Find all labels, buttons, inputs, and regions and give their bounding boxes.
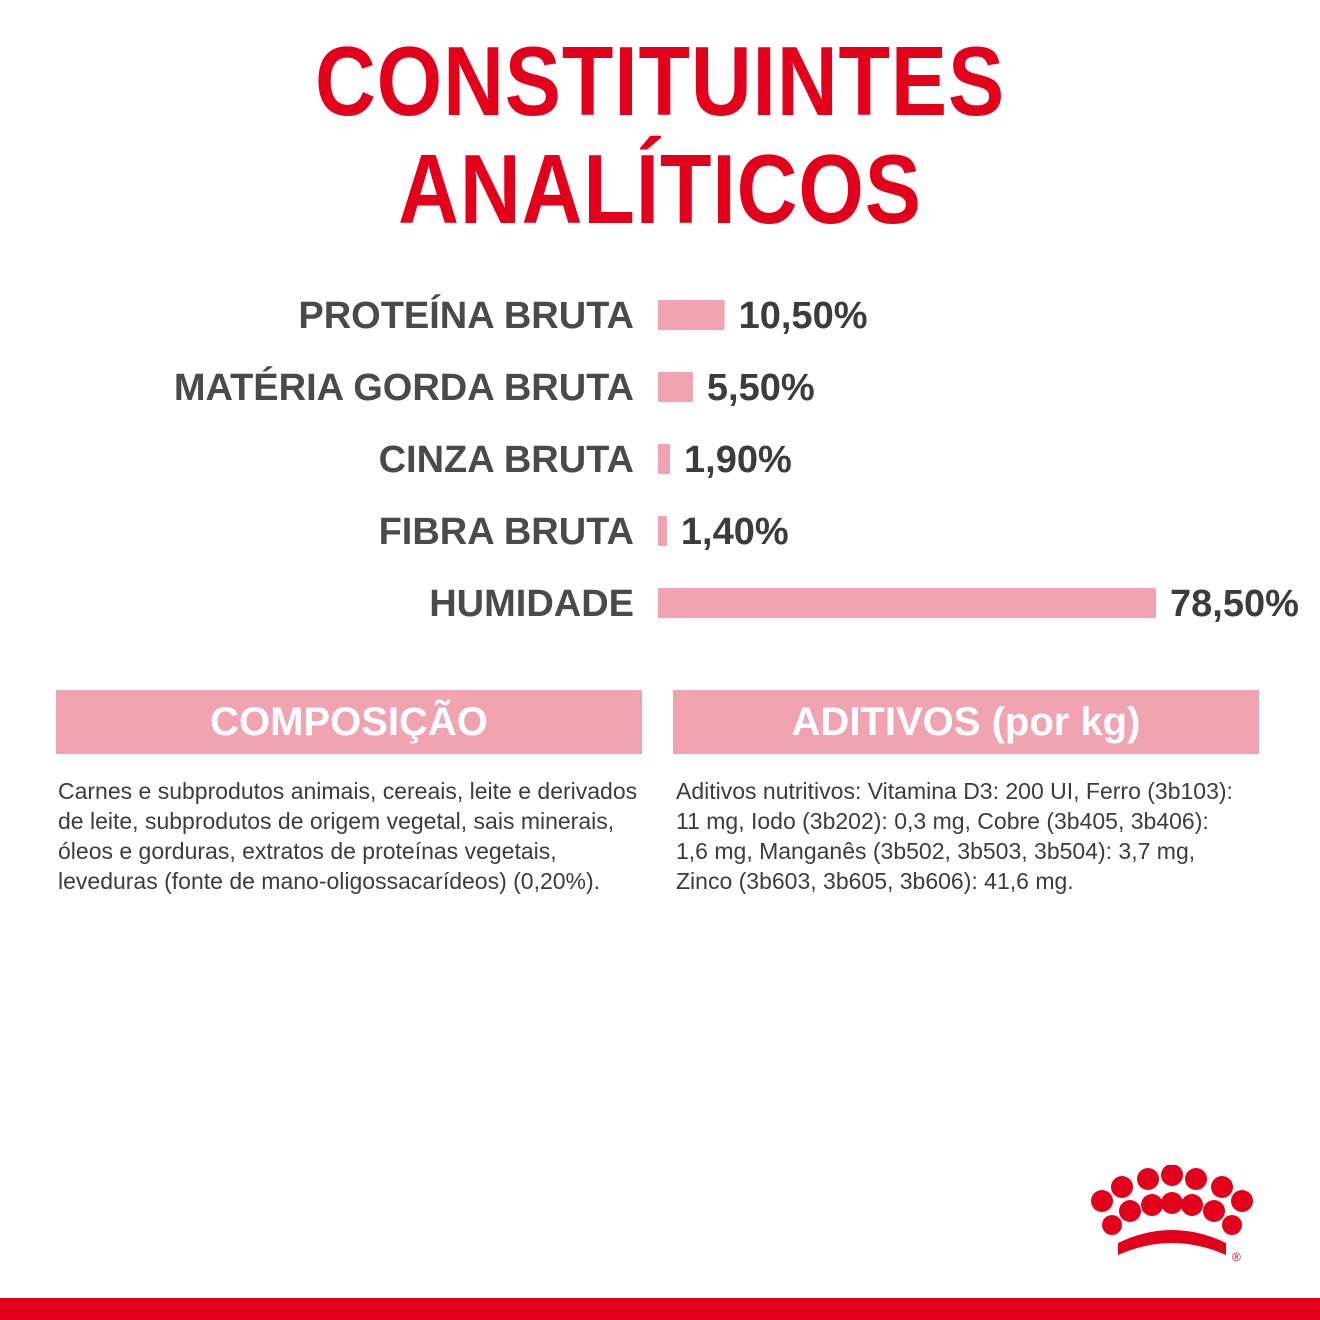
value-label: 10,50% — [738, 295, 868, 337]
category-label: HUMIDADE — [429, 583, 634, 625]
category-label: CINZA BRUTA — [378, 439, 634, 481]
bottom-brand-bar — [0, 1298, 1320, 1320]
category-label: MATÉRIA GORDA BRUTA — [173, 367, 634, 409]
value-label: 1,40% — [680, 511, 789, 553]
bar — [658, 300, 725, 330]
value-label: 5,50% — [706, 367, 815, 409]
category-label: PROTEÍNA BRUTA — [298, 295, 634, 337]
additives-heading: ADITIVOS (por kg) — [673, 690, 1259, 754]
bar — [658, 372, 693, 402]
page-title: CONSTITUINTES ANALÍTICOS — [314, 26, 1006, 244]
additives-text: Aditivos nutritivos: Vitamina D3: 200 UI, Ferro (3b103): 11 mg, Iodo (3b202): 0,3 mg, Cobre (3b405, 3b406): 1,6 mg, Manganês (3b502, 3b503, 3b504): 3,7 mg, Zinco (3b603, 3b605, 3b606): 41,6 mg. — [676, 778, 1233, 894]
royal-canin-crown-logo-icon — [1080, 1165, 1260, 1265]
registered-mark: ® — [1232, 1250, 1241, 1264]
category-label: FIBRA BRUTA — [378, 511, 634, 553]
nutrient-bar-chart — [0, 270, 1320, 650]
value-label: 78,50% — [1170, 583, 1299, 625]
bar — [658, 444, 670, 474]
composition-text: Carnes e subprodutos animais, cereais, leite e derivados de leite, subprodutos de origem vegetal, sais minerais, óleos e gorduras, extratos de proteínas vegetais, leveduras (fonte de mano-oligossacarídeos) (0,20%). — [58, 778, 638, 894]
composition-heading: COMPOSIÇÃO — [56, 690, 642, 754]
bar — [658, 588, 1156, 618]
value-label: 1,90% — [684, 439, 792, 481]
bar — [658, 516, 667, 546]
